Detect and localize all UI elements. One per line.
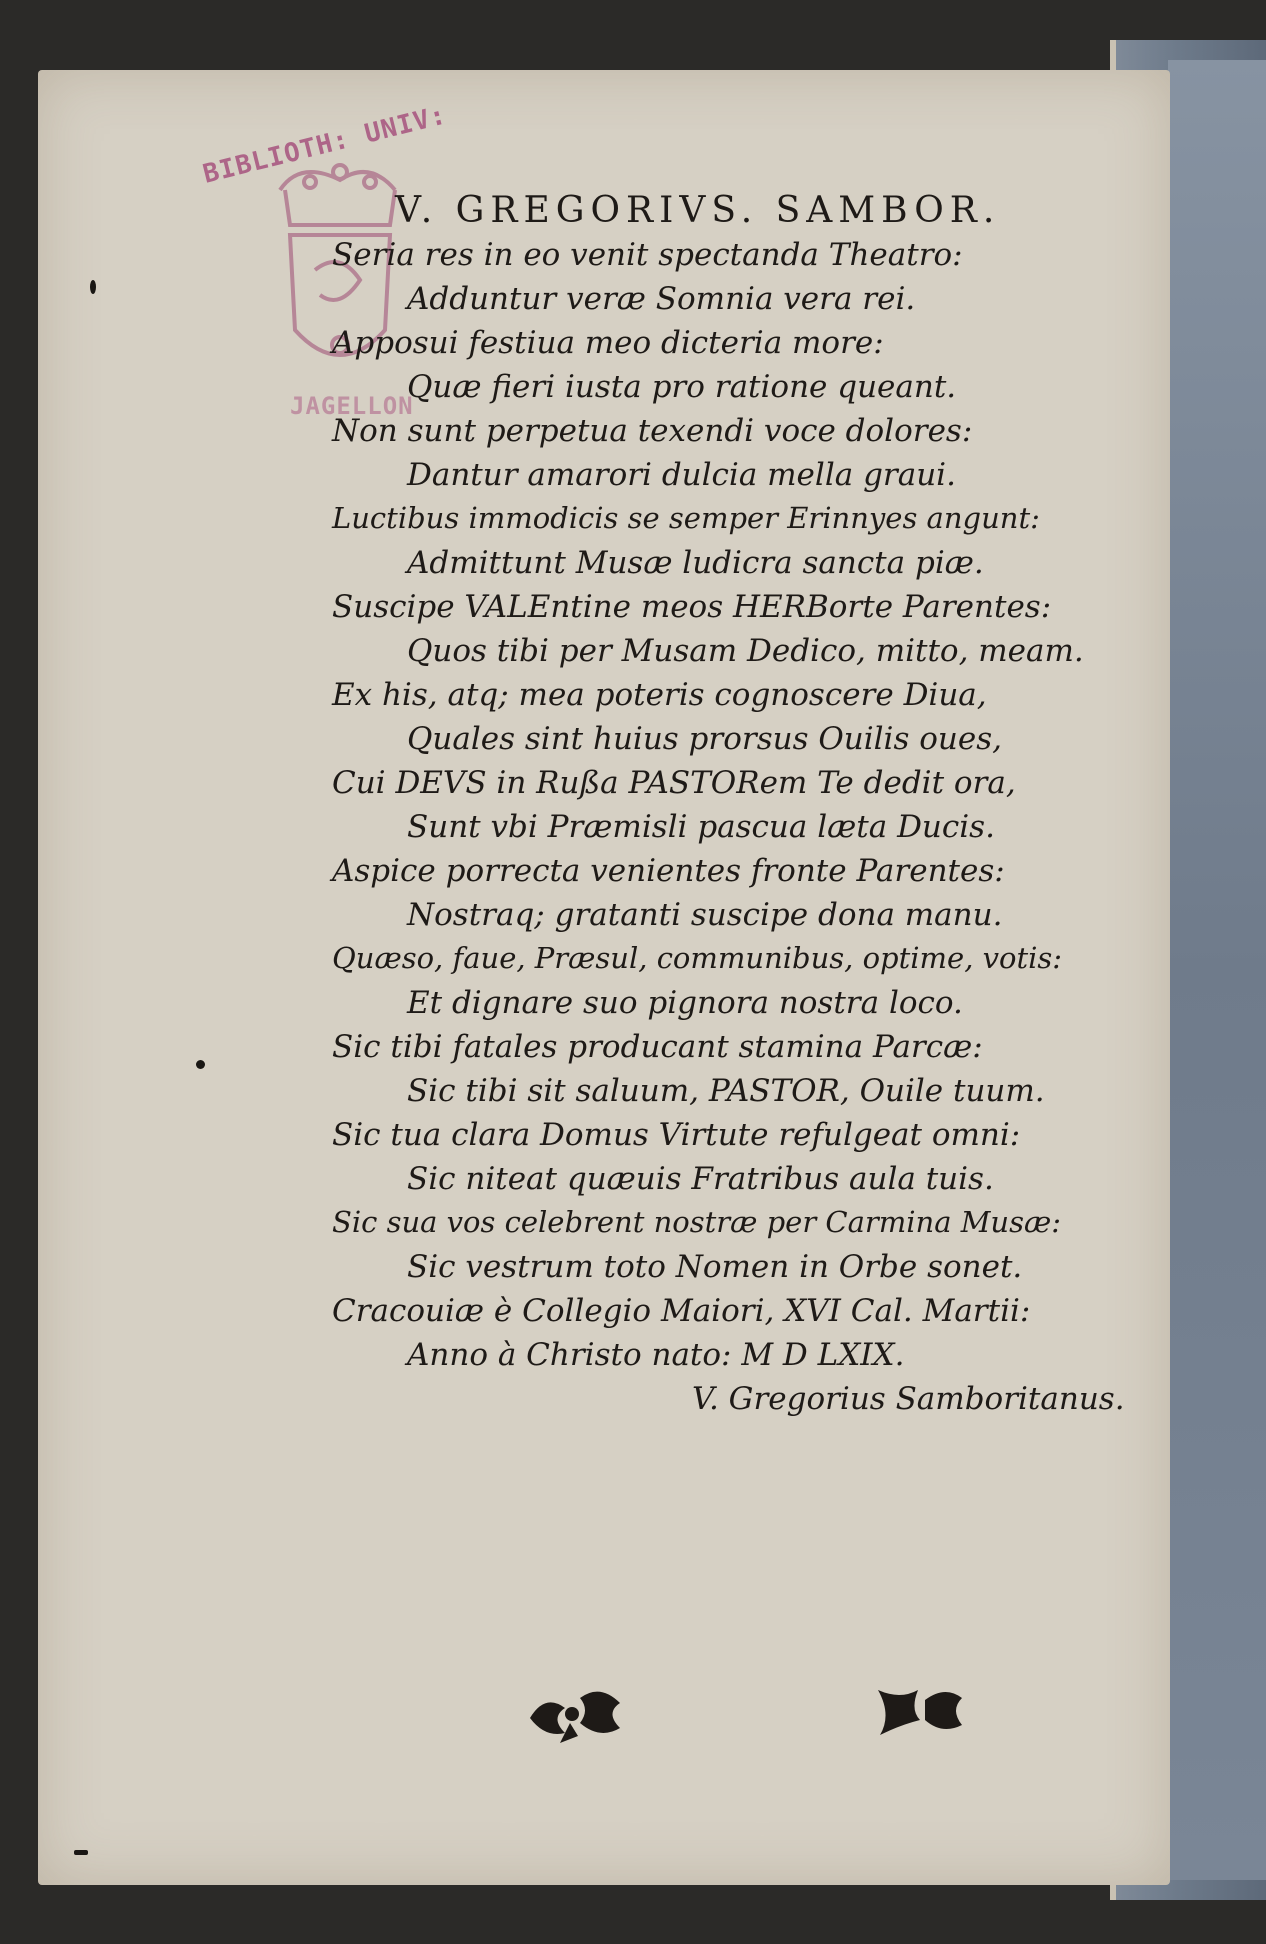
poem-line: Quæso, faue, Præsul, communibus, optime, votis: bbox=[332, 941, 1063, 975]
ink-mark bbox=[196, 1060, 205, 1069]
poem-line: Nostraq; gratanti suscipe dona manu. bbox=[407, 897, 1003, 933]
poem-line: Et dignare suo pignora nostra loco. bbox=[407, 985, 963, 1021]
poem-year-line: Anno à Christo nato: M D LXIX. bbox=[407, 1337, 905, 1373]
poem-line: Sunt vbi Præmisli pascua læta Ducis. bbox=[407, 809, 995, 845]
ink-mark bbox=[90, 280, 96, 294]
poem-line: Luctibus immodicis se semper Erinnyes angunt: bbox=[332, 501, 1040, 535]
poem-line: Aspice porrecta venientes fronte Parentes: bbox=[332, 853, 1005, 889]
poem-line: Sic vestrum toto Nomen in Orbe sonet. bbox=[407, 1249, 1023, 1285]
poem-line: Ex his, atq; mea poteris cognoscere Diua, bbox=[332, 677, 987, 713]
floral-ornament-left bbox=[520, 1678, 640, 1748]
poem-dateline: Cracouiæ è Collegio Maiori, XVI Cal. Martii: bbox=[332, 1293, 1031, 1329]
poem-line: Seria res in eo venit spectanda Theatro: bbox=[332, 237, 963, 273]
ink-mark bbox=[74, 1850, 88, 1855]
poem-line: Sic sua vos celebrent nostræ per Carmina Musæ: bbox=[332, 1205, 1061, 1239]
floral-ornament-right bbox=[870, 1680, 970, 1746]
poem-line: Dantur amarori dulcia mella graui. bbox=[407, 457, 956, 493]
poem-line: Suscipe VALEntine meos HERBorte Parentes: bbox=[332, 589, 1052, 625]
poem-line: Quos tibi per Musam Dedico, mitto, meam. bbox=[407, 633, 1084, 669]
poem-line: Sic tibi sit saluum, PASTOR, Ouile tuum. bbox=[407, 1073, 1045, 1109]
poem-line: Sic tua clara Domus Virtute refulgeat omni: bbox=[332, 1117, 1021, 1153]
poem-line: Quales sint huius prorsus Ouilis oues, bbox=[407, 721, 1002, 757]
page-title: V. GREGORIVS. SAMBOR. bbox=[395, 190, 1001, 231]
poem-line: Sic tibi fatales producant stamina Parcæ: bbox=[332, 1029, 983, 1065]
book-cover-edge bbox=[1168, 60, 1266, 1880]
stamp-bottom-text: JAGELLON bbox=[290, 392, 414, 420]
poem-line: Cui DEVS in Rußa PASTORem Te dedit ora, bbox=[332, 765, 1016, 801]
poem-line: Adduntur veræ Somnia vera rei. bbox=[407, 281, 916, 317]
signature: V. Gregorius Samboritanus. bbox=[692, 1381, 1125, 1417]
stamp-top-text: BIBLIOTH: UNIV: bbox=[200, 100, 450, 190]
poem-line: Non sunt perpetua texendi voce dolores: bbox=[332, 413, 973, 449]
poem-line: Admittunt Musæ ludicra sancta piæ. bbox=[407, 545, 984, 581]
poem-line: Apposui festiua meo dicteria more: bbox=[332, 325, 884, 361]
poem-line: Sic niteat quæuis Fratribus aula tuis. bbox=[407, 1161, 994, 1197]
poem-line: Quæ fieri iusta pro ratione queant. bbox=[407, 369, 957, 405]
